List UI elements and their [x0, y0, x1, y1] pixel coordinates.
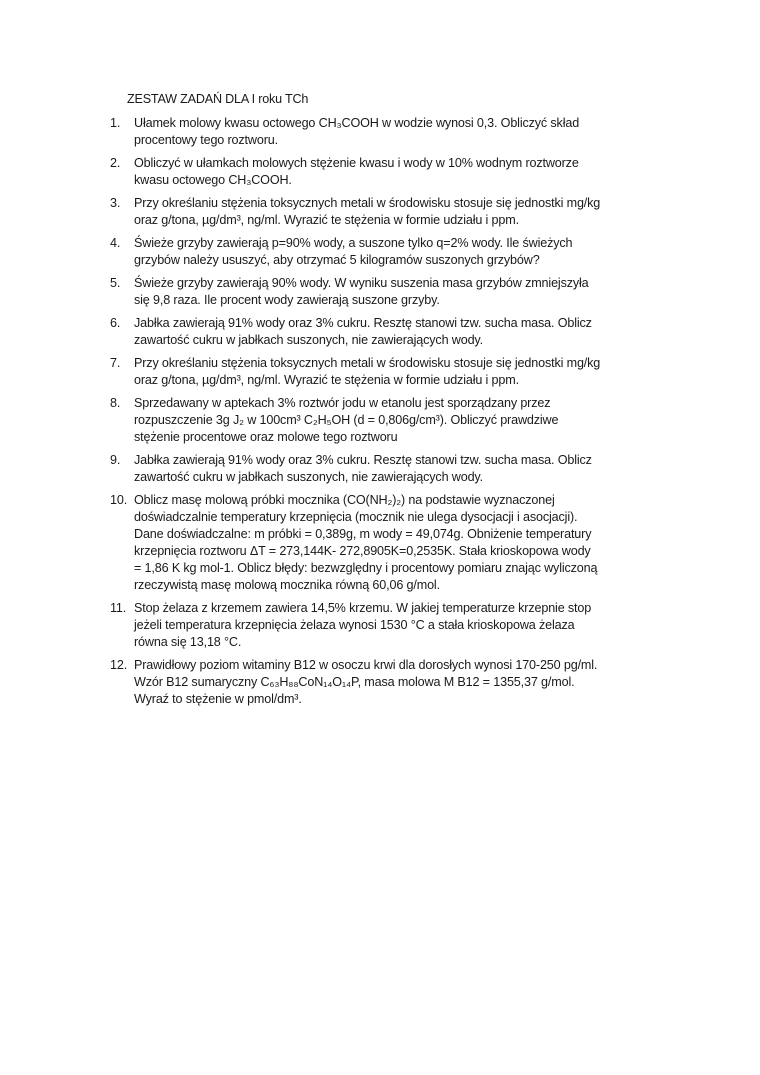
task-text: Obliczyć w ułamkach molowych stężenie kwasu i wody w 10% wodnym roztworze kwasu octowego CH₃COOH. — [134, 156, 579, 187]
task-text: Jabłka zawierają 91% wody oraz 3% cukru. Resztę stanowi tzw. sucha masa. Oblicz zawartość cukru w jabłkach suszonych, nie zawierających wody. — [134, 316, 592, 347]
task-number: 9. — [110, 453, 121, 467]
task-text: Prawidłowy poziom witaminy B12 w osoczu krwi dla dorosłych wynosi 170-250 pg/ml. Wzór B12 sumaryczny C₆₃H₈₈CoN₁₄O₁₄P, masa molowa M B12 = 1355,37 g/mol. Wyraź to stężenie w pmol/dm³. — [134, 658, 598, 706]
task-item — [110, 355, 675, 389]
task-text: Stop żelaza z krzemem zawiera 14,5% krzemu. W jakiej temperaturze krzepnie stop jeżeli temperatura krzepnięcia żelaza wynosi 1530 °C a stała krioskopowa żelaza równa się 13,18 °C. — [134, 601, 592, 649]
task-number: 3. — [110, 196, 121, 210]
task-number: 2. — [110, 156, 121, 170]
task-text: Oblicz masę molową próbki mocznika (CO(NH₂)₂) na podstawie wyznaczonej doświadczalnie temperatury krzepnięcia (mocznik nie ulega dysocjacji i asocjacji). Dane doświadczalne: m próbki = 0,389g, m wody = 49,074g. Obniżenie temperatury krzepnięcia roztworu ΔT = 273,144K- 272,8905K=0,2535K. Stała krioskopowa wody = 1,86 K kg mol-1. Oblicz błędy: bezwzględny i procentowy pomiaru znając wyliczoną rzeczywistą masę molową mocznika równą 60,06 g/mol. — [134, 493, 598, 592]
task-item — [110, 115, 675, 149]
task-text: Przy określaniu stężenia toksycznych metali w środowisku stosuje się jednostki mg/kg oraz g/tona, µg/dm³, ng/ml. Wyrazić te stężenia w formie udziału i ppm. — [134, 356, 601, 387]
task-item — [110, 155, 675, 189]
task-number: 1. — [110, 116, 121, 130]
task-number: 10. — [110, 493, 128, 507]
task-text: Przy określaniu stężenia toksycznych metali w środowisku stosuje się jednostki mg/kg oraz g/tona, µg/dm³, ng/ml. Wyrazić te stężenia w formie udziału i ppm. — [134, 196, 601, 227]
task-text: Jabłka zawierają 91% wody oraz 3% cukru. Resztę stanowi tzw. sucha masa. Oblicz zawartość cukru w jabłkach suszonych, nie zawierających wody. — [134, 453, 592, 484]
task-text: Świeże grzyby zawierają p=90% wody, a suszone tylko q=2% wody. Ile świeżych grzybów należy ususzyć, aby otrzymać 5 kilogramów suszonych grzybów? — [134, 236, 573, 267]
task-number: 6. — [110, 316, 121, 330]
task-list — [110, 115, 675, 714]
task-number: 12. — [110, 658, 128, 672]
task-item — [110, 195, 675, 229]
task-number: 11. — [110, 601, 127, 615]
task-number: 4. — [110, 236, 121, 250]
task-text: Sprzedawany w aptekach 3% roztwór jodu w etanolu jest sporządzany przez rozpuszczenie 3g J₂ w 100cm³ C₂H₅OH (d = 0,806g/cm³). Obliczyć prawdziwe stężenie procentowe oraz molowe tego roztworu — [134, 396, 559, 444]
task-item — [110, 395, 675, 446]
task-number: 8. — [110, 396, 121, 410]
document-title: ZESTAW ZADAŃ DLA I roku TCh — [127, 92, 309, 106]
task-item — [110, 275, 675, 309]
task-number: 7. — [110, 356, 121, 370]
task-item — [110, 600, 675, 651]
task-text: Świeże grzyby zawierają 90% wody. W wyniku suszenia masa grzybów zmniejszyła się 9,8 raza. Ile procent wody zawierają suszone grzyby. — [134, 276, 589, 307]
task-item — [110, 315, 675, 349]
task-item — [110, 235, 675, 269]
task-item — [110, 492, 675, 594]
task-number: 5. — [110, 276, 121, 290]
task-item — [110, 657, 675, 708]
task-item — [110, 452, 675, 486]
task-text: Ułamek molowy kwasu octowego CH₃COOH w wodzie wynosi 0,3. Obliczyć skład procentowy tego roztworu. — [134, 116, 580, 147]
